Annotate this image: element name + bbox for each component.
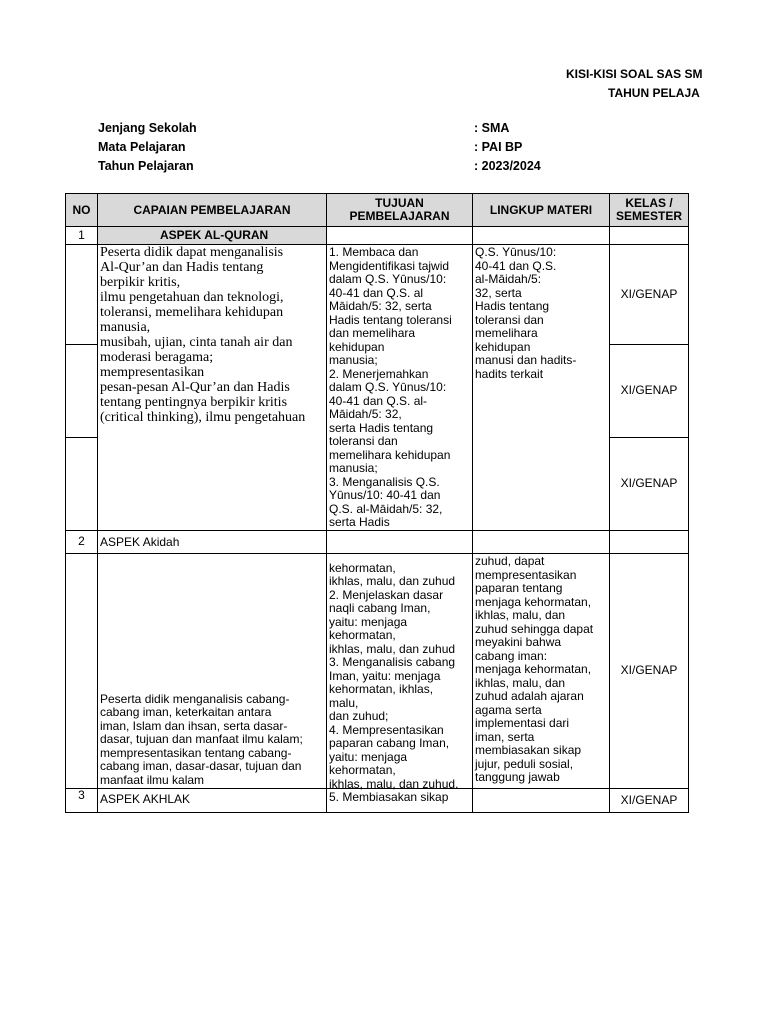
header-lingkup: LINGKUP MATERI <box>472 193 610 227</box>
header-tujuan: TUJUAN PEMBELAJARAN <box>326 193 473 227</box>
meta-label-tahun: Tahun Pelajaran <box>98 159 194 173</box>
meta-value-mapel: : PAI BP <box>474 140 523 154</box>
tujuan-cell: 1. Membaca dan Mengidentifikasi tajwid dalam Q.S. Yūnus/10: 40-41 dan Q.S. al Māidah/5: 32, serta Hadis tentang toleransi dan memelihara kehidupan manusia; 2. Menerjemahkan dalam Q.S. Yūnus/10: 40-41 dan Q.S. al- Māidah/5: 32, serta Hadis tentang toleransi dan memelihara kehidupan manusia; 3. Menganalisis Q.S. Yūnus/10: 40-41 dan Q.S. al-Māidah/5: 32, serta Hadis <box>326 244 473 531</box>
row-no: 2 <box>65 530 98 554</box>
meta-value-jenjang: : SMA <box>474 121 510 135</box>
row-no: 3 <box>65 788 98 813</box>
capaian-cell: Peserta didik dapat menganalisis Al-Qur’an dan Hadis tentang berpikir kritis, ilmu pengetahuan dan teknologi, toleransi, memelihara kehidupan manusia, musibah, ujian, cinta tanah air dan moderasi beragama; mempresentasikan pesan-pesan Al-Qur’an dan Hadis tentang pentingnya berpikir kritis (critical thinking), ilmu pengetahuan <box>97 244 327 531</box>
header-no: NO <box>65 193 98 227</box>
document-title-line2: TAHUN PELAJA <box>608 86 700 100</box>
document-title-line1: KISI-KISI SOAL SAS SM <box>566 67 703 81</box>
row-no: 1 <box>65 226 98 245</box>
header-kelas: KELAS / SEMESTER <box>609 193 689 227</box>
kelas-cell: XI/GENAP <box>609 244 689 345</box>
lingkup-cell: Q.S. Yūnus/10: 40-41 dan Q.S. al-Māidah/5: 32, serta Hadis tentang toleransi dan memelihara kehidupan manusi dan hadits- hadits terkait <box>472 244 610 531</box>
aspect-label: ASPEK AL-QURAN <box>97 226 327 245</box>
header-capaian: CAPAIAN PEMBELAJARAN <box>97 193 327 227</box>
kelas-cell: XI/GENAP <box>609 553 689 789</box>
kelas-cell: XI/GENAP <box>609 344 689 438</box>
aspect-label: ASPEK AKHLAK <box>97 788 327 813</box>
meta-value-tahun: : 2023/2024 <box>474 159 541 173</box>
lingkup-cell: zuhud, dapat mempresentasikan paparan tentang menjaga kehormatan, ikhlas, malu, dan zuhud sehingga dapat meyakini bahwa cabang iman: menjaga kehormatan, ikhlas, malu, dan zuhud adalah ajaran agama serta implementasi dari iman, serta membiasakan sikap jujur, peduli sosial, tanggung jawab <box>472 553 610 789</box>
kelas-cell: XI/GENAP <box>609 437 689 531</box>
capaian-cell: Peserta didik menganalisis cabang- cabang iman, keterkaitan antara iman, Islam dan ihsan, serta dasar- dasar, tujuan dan manfaat ilmu kalam; mempresentasikan tentang cabang- cabang iman, dasar-dasar, tujuan dan manfaat ilmu kalam <box>100 691 303 787</box>
kelas-cell: XI/GENAP <box>609 788 689 813</box>
meta-label-jenjang: Jenjang Sekolah <box>98 121 197 135</box>
meta-label-mapel: Mata Pelajaran <box>98 140 186 154</box>
tujuan-cell: kehormatan, ikhlas, malu, dan zuhud 2. Menjelaskan dasar naqli cabang Iman, yaitu: menjaga kehormatan, ikhlas, malu, dan zuhud 3. Menganalisis cabang Iman, yaitu: menjaga kehormatan, ikhlas, malu, dan zuhud; 4. Mempresentasikan paparan cabang Iman, yaitu: menjaga kehormatan, ikhlas, malu, dan zuhud. 5. Membiasakan sikap <box>329 560 459 804</box>
aspect-label: ASPEK Akidah <box>97 530 327 554</box>
